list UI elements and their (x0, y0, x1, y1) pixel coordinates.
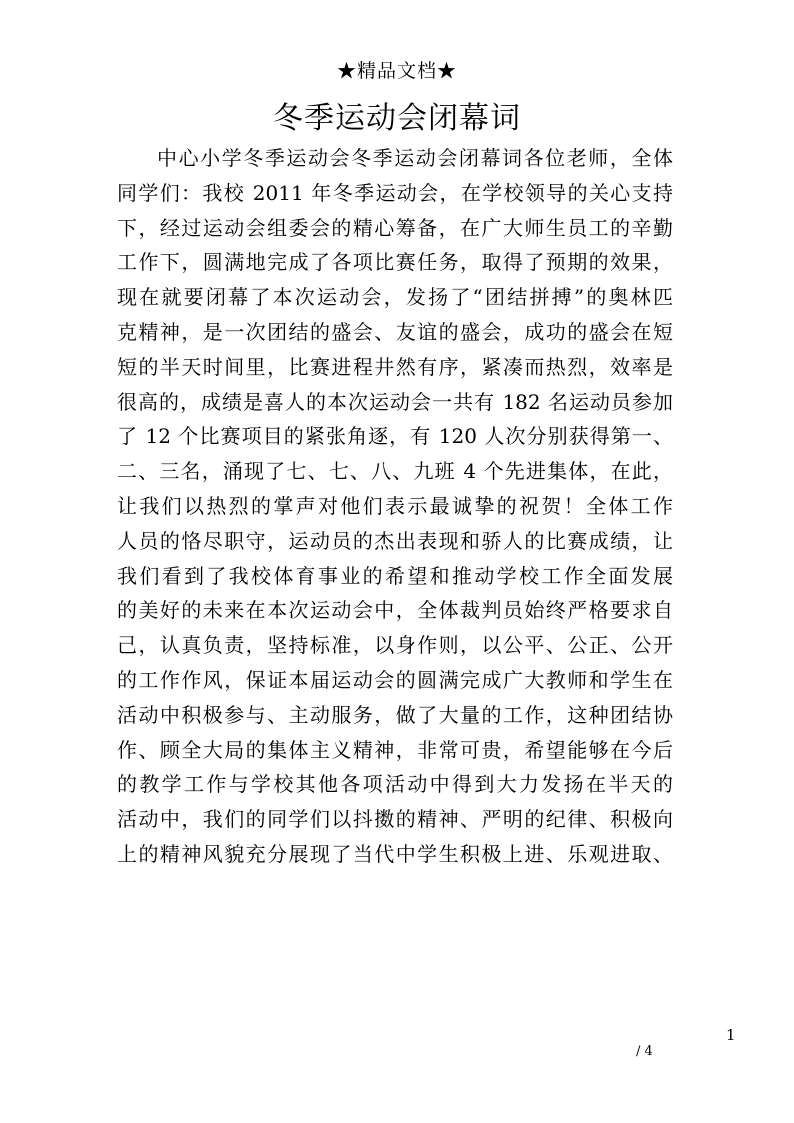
document-header-banner: ★精品文档★ (336, 60, 457, 82)
body-line: 中心小学冬季运动会冬季运动会闭幕词各位老师，全体 (157, 146, 673, 170)
document-body (117, 141, 673, 872)
body-line: 我们看到了我校体育事业的希望和推动学校工作全面发展 (117, 563, 673, 588)
body-line: 工作下，圆满地完成了各项比赛任务，取得了预期的效果， (117, 250, 673, 275)
body-line: 活动中积极参与、主动服务，做了大量的工作，这种团结协 (117, 702, 673, 727)
body-line: 短的半天时间里，比赛进程井然有序，紧凑而热烈，效率是 (117, 354, 673, 379)
body-line: 作、顾全大局的集体主义精神，非常可贵，希望能够在今后 (117, 737, 673, 762)
body-line: 上的精神风貌充分展现了当代中学生积极上进、乐观进取、 (117, 841, 673, 866)
page-total: / 4 (636, 1044, 653, 1059)
document-title: 冬季运动会闭幕词 (273, 101, 521, 136)
body-line: 了 12 个比赛项目的紧张角逐，有 120 人次分别获得第一、 (117, 424, 673, 449)
body-line: 己，认真负责，坚持标准，以身作则，以公平、公正、公开 (117, 633, 673, 658)
body-line: 同学们：我校 2011 年冬季运动会，在学校领导的关心支持 (117, 180, 673, 205)
body-line: 的美好的未来在本次运动会中，全体裁判员始终严格要求自 (117, 598, 673, 623)
body-line: 让我们以热烈的掌声对他们表示最诚挚的祝贺！全体工作 (117, 493, 673, 518)
body-line: 很高的，成绩是喜人的本次运动会一共有 182 名运动员参加 (117, 389, 673, 414)
body-line: 克精神，是一次团结的盛会、友谊的盛会，成功的盛会在短 (117, 319, 673, 344)
body-line: 二、三名，涌现了七、七、八、九班 4 个先进集体，在此， (117, 459, 673, 484)
page-number: 1 (726, 1026, 736, 1044)
body-line: 的工作作风，保证本届运动会的圆满完成广大教师和学生在 (117, 667, 673, 692)
body-line: 现在就要闭幕了本次运动会，发扬了“团结拼搏”的奥林匹 (117, 285, 673, 310)
body-line: 的教学工作与学校其他各项活动中得到大力发扬在半天的 (117, 772, 673, 797)
body-line: 人员的恪尽职守，运动员的杰出表现和骄人的比赛成绩，让 (117, 528, 673, 553)
body-line: 活动中，我们的同学们以抖擞的精神、严明的纪律、积极向 (117, 807, 673, 832)
body-line: 下，经过运动会组委会的精心筹备，在广大师生员工的辛勤 (117, 215, 673, 240)
